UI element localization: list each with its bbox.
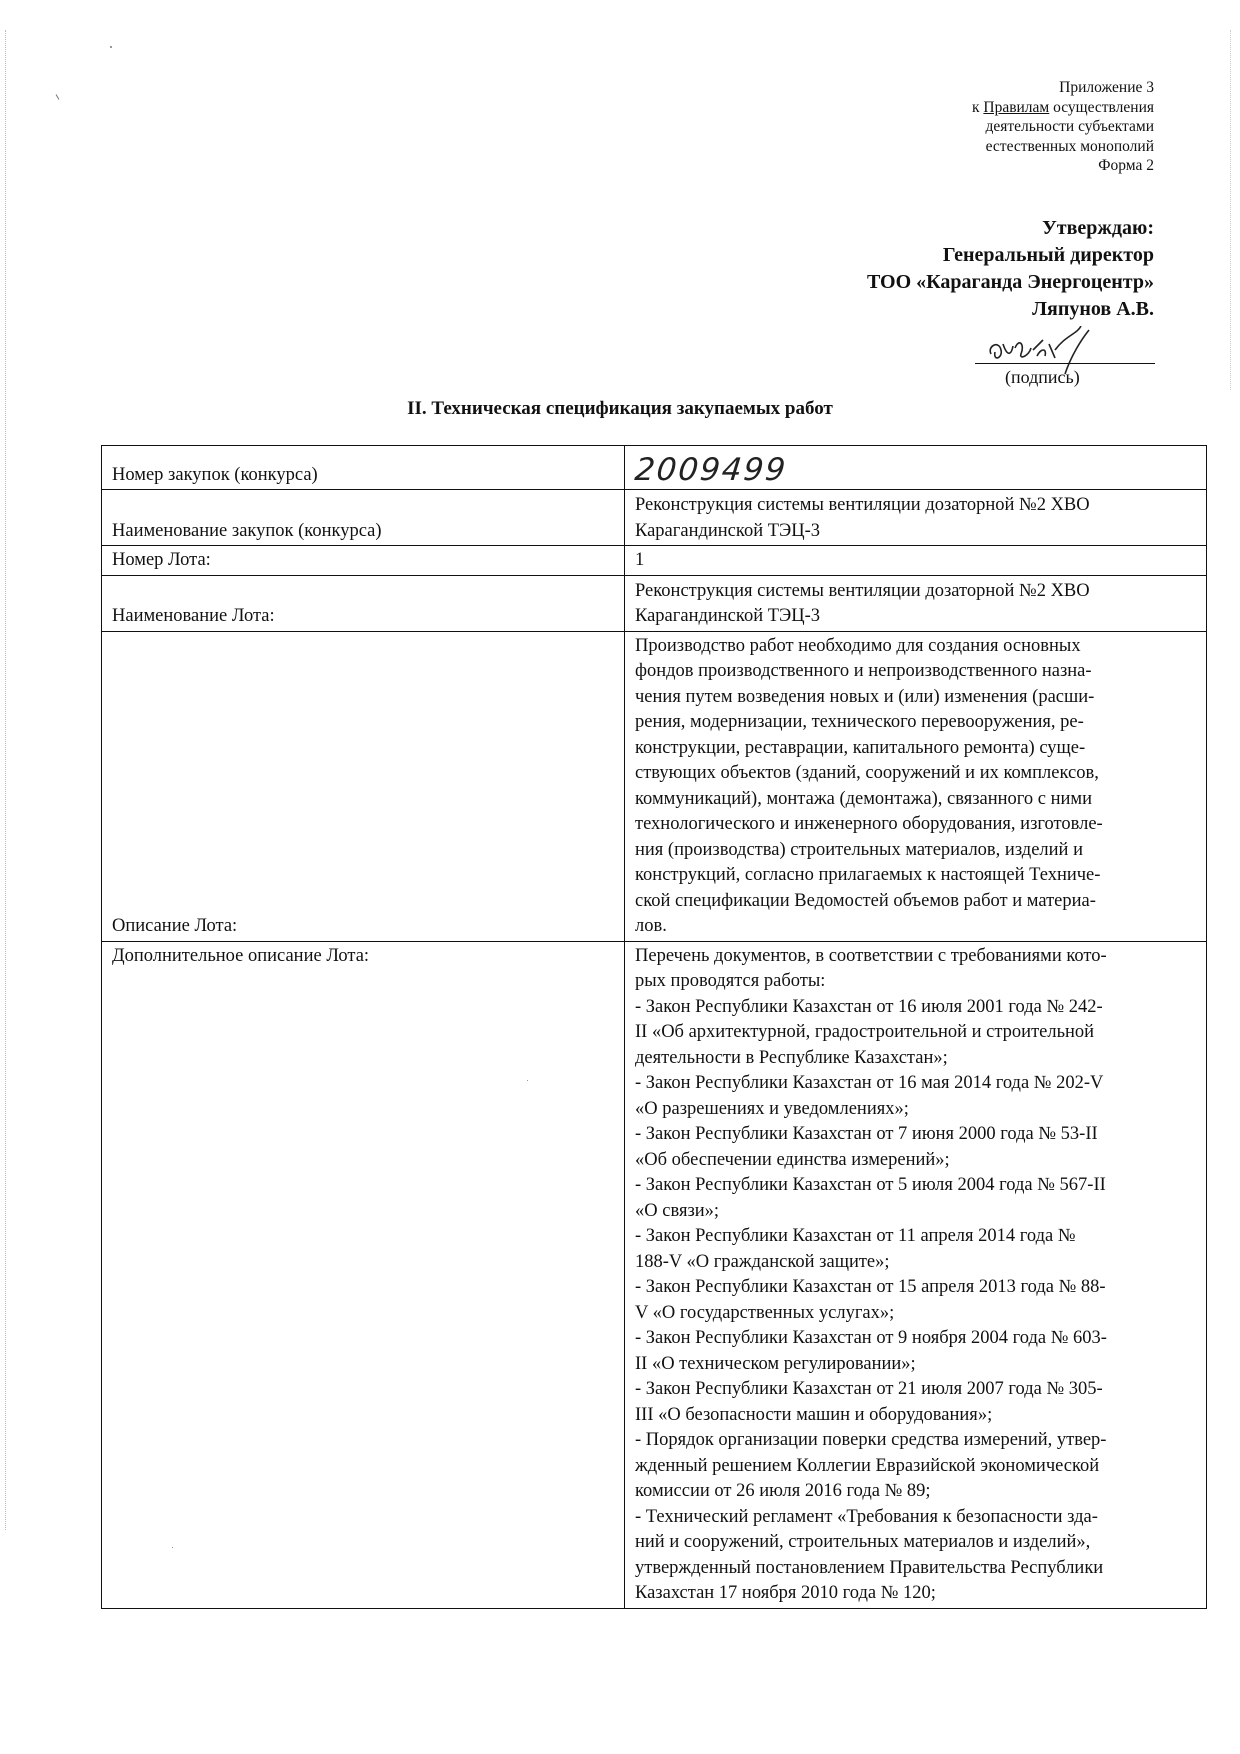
- row-label: Дополнительное описание Лота:: [102, 941, 625, 1608]
- procurement-number-cell: [625, 446, 1207, 490]
- appendix-line: Приложение 3: [1059, 79, 1154, 96]
- lot-name: [625, 575, 1207, 631]
- scan-edge-left: [5, 30, 7, 1530]
- appendix-form: Форма 2: [1098, 157, 1154, 174]
- row-label: Описание Лота:: [102, 631, 625, 941]
- text-line: деятельности в Республике Казахстан»;: [635, 1047, 948, 1068]
- text-line: ний и сооружений, строительных материалов и изделий»,: [635, 1532, 1091, 1552]
- approver-position: Генеральный директор: [942, 244, 1154, 266]
- appendix-line: естественных монополий: [985, 137, 1154, 155]
- procurement-number: 2009499: [633, 451, 789, 488]
- approval-block: [734, 215, 1154, 323]
- scan-speck: [110, 46, 112, 48]
- text-line: «О разрешениях и уведомлениях»;: [635, 1098, 909, 1119]
- appendix-suffix: осуществления: [1049, 98, 1154, 116]
- text-line: 188-V «О гражданской защите»;: [635, 1251, 890, 1272]
- text-line: рых проводятся работы:: [635, 971, 826, 991]
- text-line: - Закон Республики Казахстан от 16 июля 2001 года № 242-: [635, 996, 1103, 1017]
- signature-line: [975, 363, 1155, 364]
- text-line: рения, модернизации, технического перевооружения, ре-: [635, 712, 1084, 732]
- text-line: - Закон Республики Казахстан от 5 июля 2004 года № 567-II: [635, 1175, 1106, 1195]
- approver-company: ТОО «Караганда Энергоцентр»: [866, 271, 1154, 293]
- text-line: чения путем возведения новых и (или) изменения (расши-: [635, 686, 1095, 707]
- table-row: [102, 631, 1207, 941]
- table-row: [102, 446, 1207, 490]
- table-row: [102, 490, 1207, 546]
- row-label: Наименование Лота:: [102, 575, 625, 631]
- text-line: - Закон Республики Казахстан от 11 апреля 2014 года №: [635, 1226, 1076, 1246]
- row-label: Наименование закупок (конкурса): [102, 490, 625, 546]
- lot-additional-description: [625, 941, 1207, 1608]
- table-row: [102, 546, 1207, 576]
- appendix-line: деятельности субъектами: [985, 118, 1154, 135]
- approval-heading: Утверждаю:: [1042, 217, 1154, 239]
- text-line: - Технический регламент «Требования к безопасности зда-: [635, 1506, 1098, 1527]
- text-line: III «О безопасности машин и оборудования»;: [635, 1404, 993, 1425]
- text-line: Карагандинской ТЭЦ-3: [635, 520, 820, 541]
- table-row: [102, 575, 1207, 631]
- scan-speck: [56, 94, 60, 100]
- row-label: Номер закупок (конкурса): [102, 446, 625, 490]
- lot-description: [625, 631, 1207, 941]
- scan-edge-right: [1230, 30, 1232, 390]
- text-line: технологического и инженерного оборудования, изготовле-: [635, 814, 1103, 834]
- appendix-header: [794, 78, 1154, 176]
- text-line: утвержденный постановлением Правительства Республики: [635, 1557, 1104, 1578]
- text-line: Реконструкция системы вентиляции дозаторной №2 ХВО: [635, 580, 1090, 601]
- approver-name: Ляпунов А.В.: [1032, 298, 1154, 320]
- spec-table: [101, 445, 1207, 1609]
- text-line: ской спецификации Ведомостей объемов работ и материа-: [635, 890, 1096, 911]
- text-line: «О связи»;: [635, 1200, 720, 1221]
- text-line: лов.: [635, 916, 667, 936]
- text-line: конструкции, реставрации, капитального ремонта) суще-: [635, 737, 1086, 758]
- text-line: II «О техническом регулировании»;: [635, 1353, 916, 1374]
- text-line: Перечень документов, в соответствии с требованиями кото-: [635, 945, 1107, 966]
- text-line: ния (производства) строительных материалов, изделий и: [635, 839, 1083, 860]
- text-line: фондов производственного и непроизводственного назна-: [635, 661, 1092, 681]
- text-line: ствующих объектов (зданий, сооружений и их комплексов,: [635, 763, 1099, 783]
- text-line: Казахстан 17 ноября 2010 года № 120;: [635, 1583, 936, 1603]
- text-line: «Об обеспечении единства измерений»;: [635, 1149, 950, 1170]
- text-line: комиссии от 26 июля 2016 года № 89;: [635, 1481, 931, 1501]
- text-line: Карагандинской ТЭЦ-3: [635, 606, 820, 626]
- text-line: - Закон Республики Казахстан от 16 мая 2014 года № 202-V: [635, 1073, 1104, 1093]
- section-title: II. Техническая спецификация закупаемых работ: [407, 398, 833, 419]
- procurement-name: [625, 490, 1207, 546]
- signature-caption: (подпись): [1005, 367, 1080, 387]
- text-line: - Закон Республики Казахстан от 9 ноября 2004 года № 603-: [635, 1328, 1107, 1348]
- appendix-prefix: к: [971, 98, 984, 116]
- text-line: конструкций, согласно прилагаемых к настоящей Техниче-: [635, 865, 1101, 885]
- text-line: - Закон Республики Казахстан от 21 июля 2007 года № 305-: [635, 1379, 1103, 1399]
- text-line: Реконструкция системы вентиляции дозаторной №2 ХВО: [635, 495, 1090, 515]
- lot-number: 1: [625, 546, 1207, 576]
- row-label: Номер Лота:: [102, 546, 625, 576]
- text-line: жденный решением Коллегии Евразийской экономической: [635, 1455, 1100, 1476]
- table-row: [102, 941, 1207, 1608]
- text-line: - Порядок организации поверки средства измерений, утвер-: [635, 1430, 1107, 1450]
- appendix-line: [794, 98, 1154, 118]
- rules-link[interactable]: Правилам: [983, 98, 1050, 116]
- text-line: II «Об архитектурной, градостроительной и строительной: [635, 1022, 1095, 1042]
- text-line: - Закон Республики Казахстан от 7 июня 2000 года № 53-II: [635, 1124, 1098, 1144]
- text-line: Производство работ необходимо для создания основных: [635, 635, 1081, 656]
- text-line: коммуникаций), монтажа (демонтажа), связанного с ними: [635, 788, 1093, 809]
- text-line: V «О государственных услугах»;: [635, 1302, 895, 1323]
- text-line: - Закон Республики Казахстан от 15 апреля 2013 года № 88-: [635, 1277, 1106, 1297]
